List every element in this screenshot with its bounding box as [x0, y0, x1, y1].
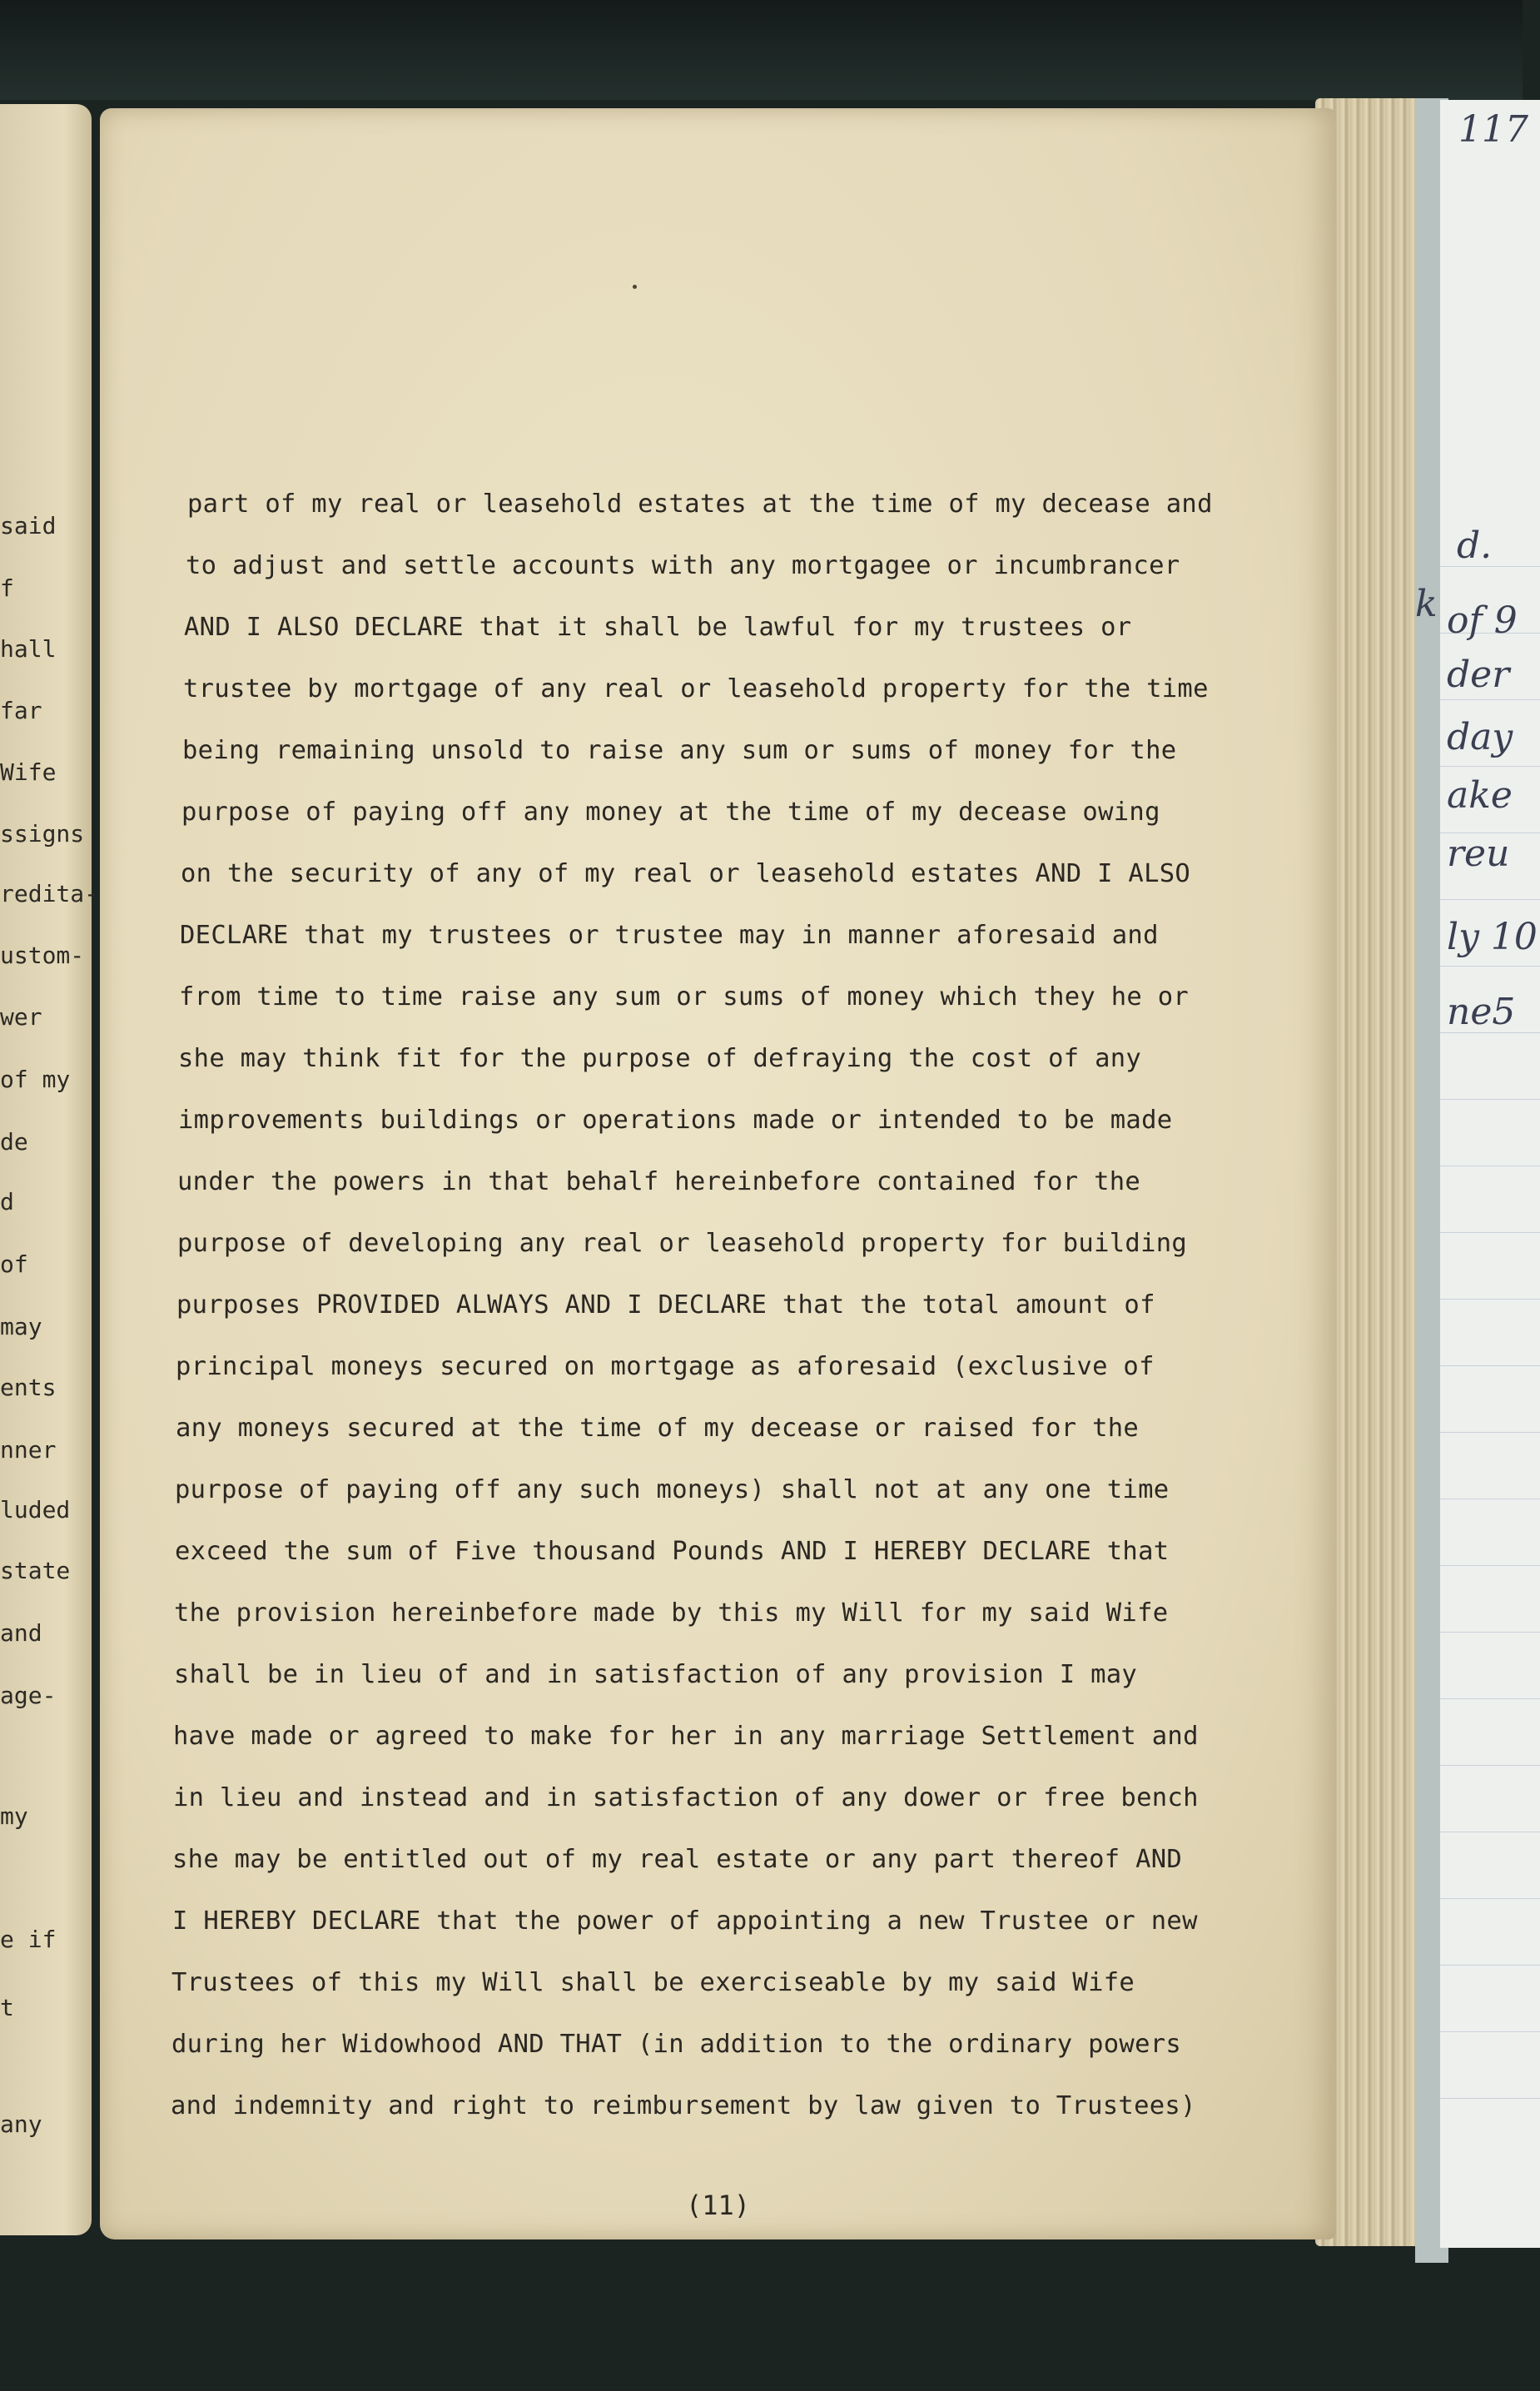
- handwritten-note: ne5: [1447, 991, 1516, 1033]
- text-line: any moneys secured at the time of my decease or raised for the: [176, 1414, 1140, 1443]
- ledger-rule: [1440, 1432, 1540, 1433]
- ledger-rule: [1440, 1965, 1540, 1966]
- handwritten-note: ake: [1447, 774, 1513, 817]
- left-fragment: d: [0, 1188, 14, 1215]
- left-fragment: of my: [0, 1066, 71, 1093]
- left-fragment: ents: [0, 1374, 57, 1401]
- text-line: trustee by mortgage of any real or leasehold property for the time: [183, 674, 1209, 703]
- handwritten-note: of 9: [1447, 599, 1518, 642]
- left-fragment: may: [0, 1313, 42, 1340]
- left-fragment: ustom-: [0, 942, 85, 969]
- ledger-rule: [1440, 2098, 1540, 2099]
- document-page: [100, 108, 1336, 2239]
- text-line: in lieu and instead and in satisfaction of any dower or free bench: [173, 1783, 1199, 1812]
- ledger-rule: [1440, 1898, 1540, 1899]
- left-fragment: redita-: [0, 880, 99, 907]
- text-line: from time to time raise any sum or sums of money which they he or: [179, 982, 1190, 1012]
- handwritten-page-number: 117: [1458, 108, 1528, 151]
- text-line: purpose of developing any real or leasehold property for building: [177, 1229, 1188, 1258]
- text-line: DECLARE that my trustees or trustee may in manner aforesaid and: [180, 921, 1159, 950]
- page-number: (11): [685, 2190, 751, 2221]
- ledger-rule: [1440, 1698, 1540, 1699]
- left-fragment: of: [0, 1250, 28, 1278]
- text-line: improvements buildings or operations made or intended to be made: [178, 1106, 1173, 1135]
- handwritten-note: reu: [1447, 833, 1510, 875]
- left-fragment: age-: [0, 1682, 57, 1709]
- left-fragment: luded: [0, 1496, 71, 1524]
- ledger-rule: [1440, 1565, 1540, 1566]
- left-fragment: my: [0, 1802, 28, 1830]
- left-fragment: de: [0, 1128, 28, 1156]
- ledger-rule: [1440, 1299, 1540, 1300]
- handwritten-note: day: [1447, 716, 1513, 758]
- left-fragment: t: [0, 1994, 14, 2021]
- ledger-rule: [1440, 1365, 1540, 1366]
- text-line: purposes PROVIDED ALWAYS AND I DECLARE that the total amount of: [176, 1290, 1155, 1320]
- left-fragment: far: [0, 697, 42, 724]
- text-line: she may be entitled out of my real estate or any part thereof AND: [172, 1845, 1183, 1874]
- left-fragment: state: [0, 1557, 71, 1584]
- left-fragment: e if: [0, 1926, 57, 1953]
- text-line: to adjust and settle accounts with any mortgagee or incumbrancer: [186, 551, 1180, 580]
- left-fragment: any: [0, 2110, 42, 2138]
- ledger-rule: [1440, 1632, 1540, 1633]
- left-facing-page: [0, 104, 99, 2235]
- text-line: on the security of any of my real or leasehold estates AND I ALSO: [181, 859, 1191, 888]
- book-cover-background: [0, 0, 1523, 100]
- right-ledger-page: [1415, 100, 1540, 2248]
- text-line: she may think fit for the purpose of defraying the cost of any: [178, 1044, 1142, 1073]
- left-fragment: f: [0, 574, 14, 602]
- text-line: Trustees of this my Will shall be exerciseable by my said Wife: [171, 1968, 1135, 1997]
- left-fragment: hall: [0, 635, 57, 663]
- left-fragment: wer: [0, 1003, 42, 1031]
- ledger-rule: [1440, 1232, 1540, 1233]
- text-line: shall be in lieu of and in satisfaction of any provision I may: [174, 1660, 1138, 1689]
- text-line: part of my real or leasehold estates at the time of my decease and: [187, 490, 1213, 519]
- ledger-rule: [1440, 766, 1540, 767]
- ledger-rule: [1440, 699, 1540, 700]
- text-line: purpose of paying off any money at the time of my decease owing: [181, 798, 1160, 827]
- text-line: purpose of paying off any such moneys) shall not at any one time: [175, 1475, 1170, 1504]
- handwritten-note: der: [1447, 654, 1510, 696]
- left-fragment: Wife: [0, 758, 57, 786]
- text-line: have made or agreed to make for her in any marriage Settlement and: [173, 1722, 1199, 1751]
- text-line: exceed the sum of Five thousand Pounds AND I HEREBY DECLARE that: [175, 1537, 1170, 1566]
- text-line: principal moneys secured on mortgage as aforesaid (exclusive of: [176, 1352, 1155, 1381]
- text-line: under the powers in that behalf hereinbefore contained for the: [177, 1167, 1141, 1196]
- left-fragment: ssigns: [0, 820, 85, 848]
- ledger-rule: [1440, 966, 1540, 967]
- left-fragment: and: [0, 1619, 42, 1647]
- left-fragment: nner: [0, 1436, 57, 1464]
- handwritten-note: ly 10: [1447, 916, 1538, 958]
- text-line: AND I ALSO DECLARE that it shall be lawful for my trustees or: [184, 613, 1132, 642]
- ledger-rule: [1440, 1765, 1540, 1766]
- text-line: I HEREBY DECLARE that the power of appointing a new Trustee or new: [172, 1906, 1198, 1936]
- text-line: the provision hereinbefore made by this my Will for my said Wife: [174, 1598, 1169, 1628]
- ledger-rule: [1440, 899, 1540, 900]
- ledger-rule: [1440, 2031, 1540, 2032]
- left-fragment: said: [0, 512, 57, 539]
- handwritten-note: d.: [1457, 524, 1493, 567]
- handwritten-note: k: [1415, 583, 1438, 625]
- text-line: during her Widowhood AND THAT (in addition to the ordinary powers: [171, 2030, 1182, 2059]
- ledger-rule: [1440, 1099, 1540, 1100]
- text-line: and indemnity and right to reimbursement by law given to Trustees): [171, 2091, 1196, 2120]
- ink-spot: [633, 285, 637, 289]
- text-line: being remaining unsold to raise any sum or sums of money for the: [182, 736, 1177, 765]
